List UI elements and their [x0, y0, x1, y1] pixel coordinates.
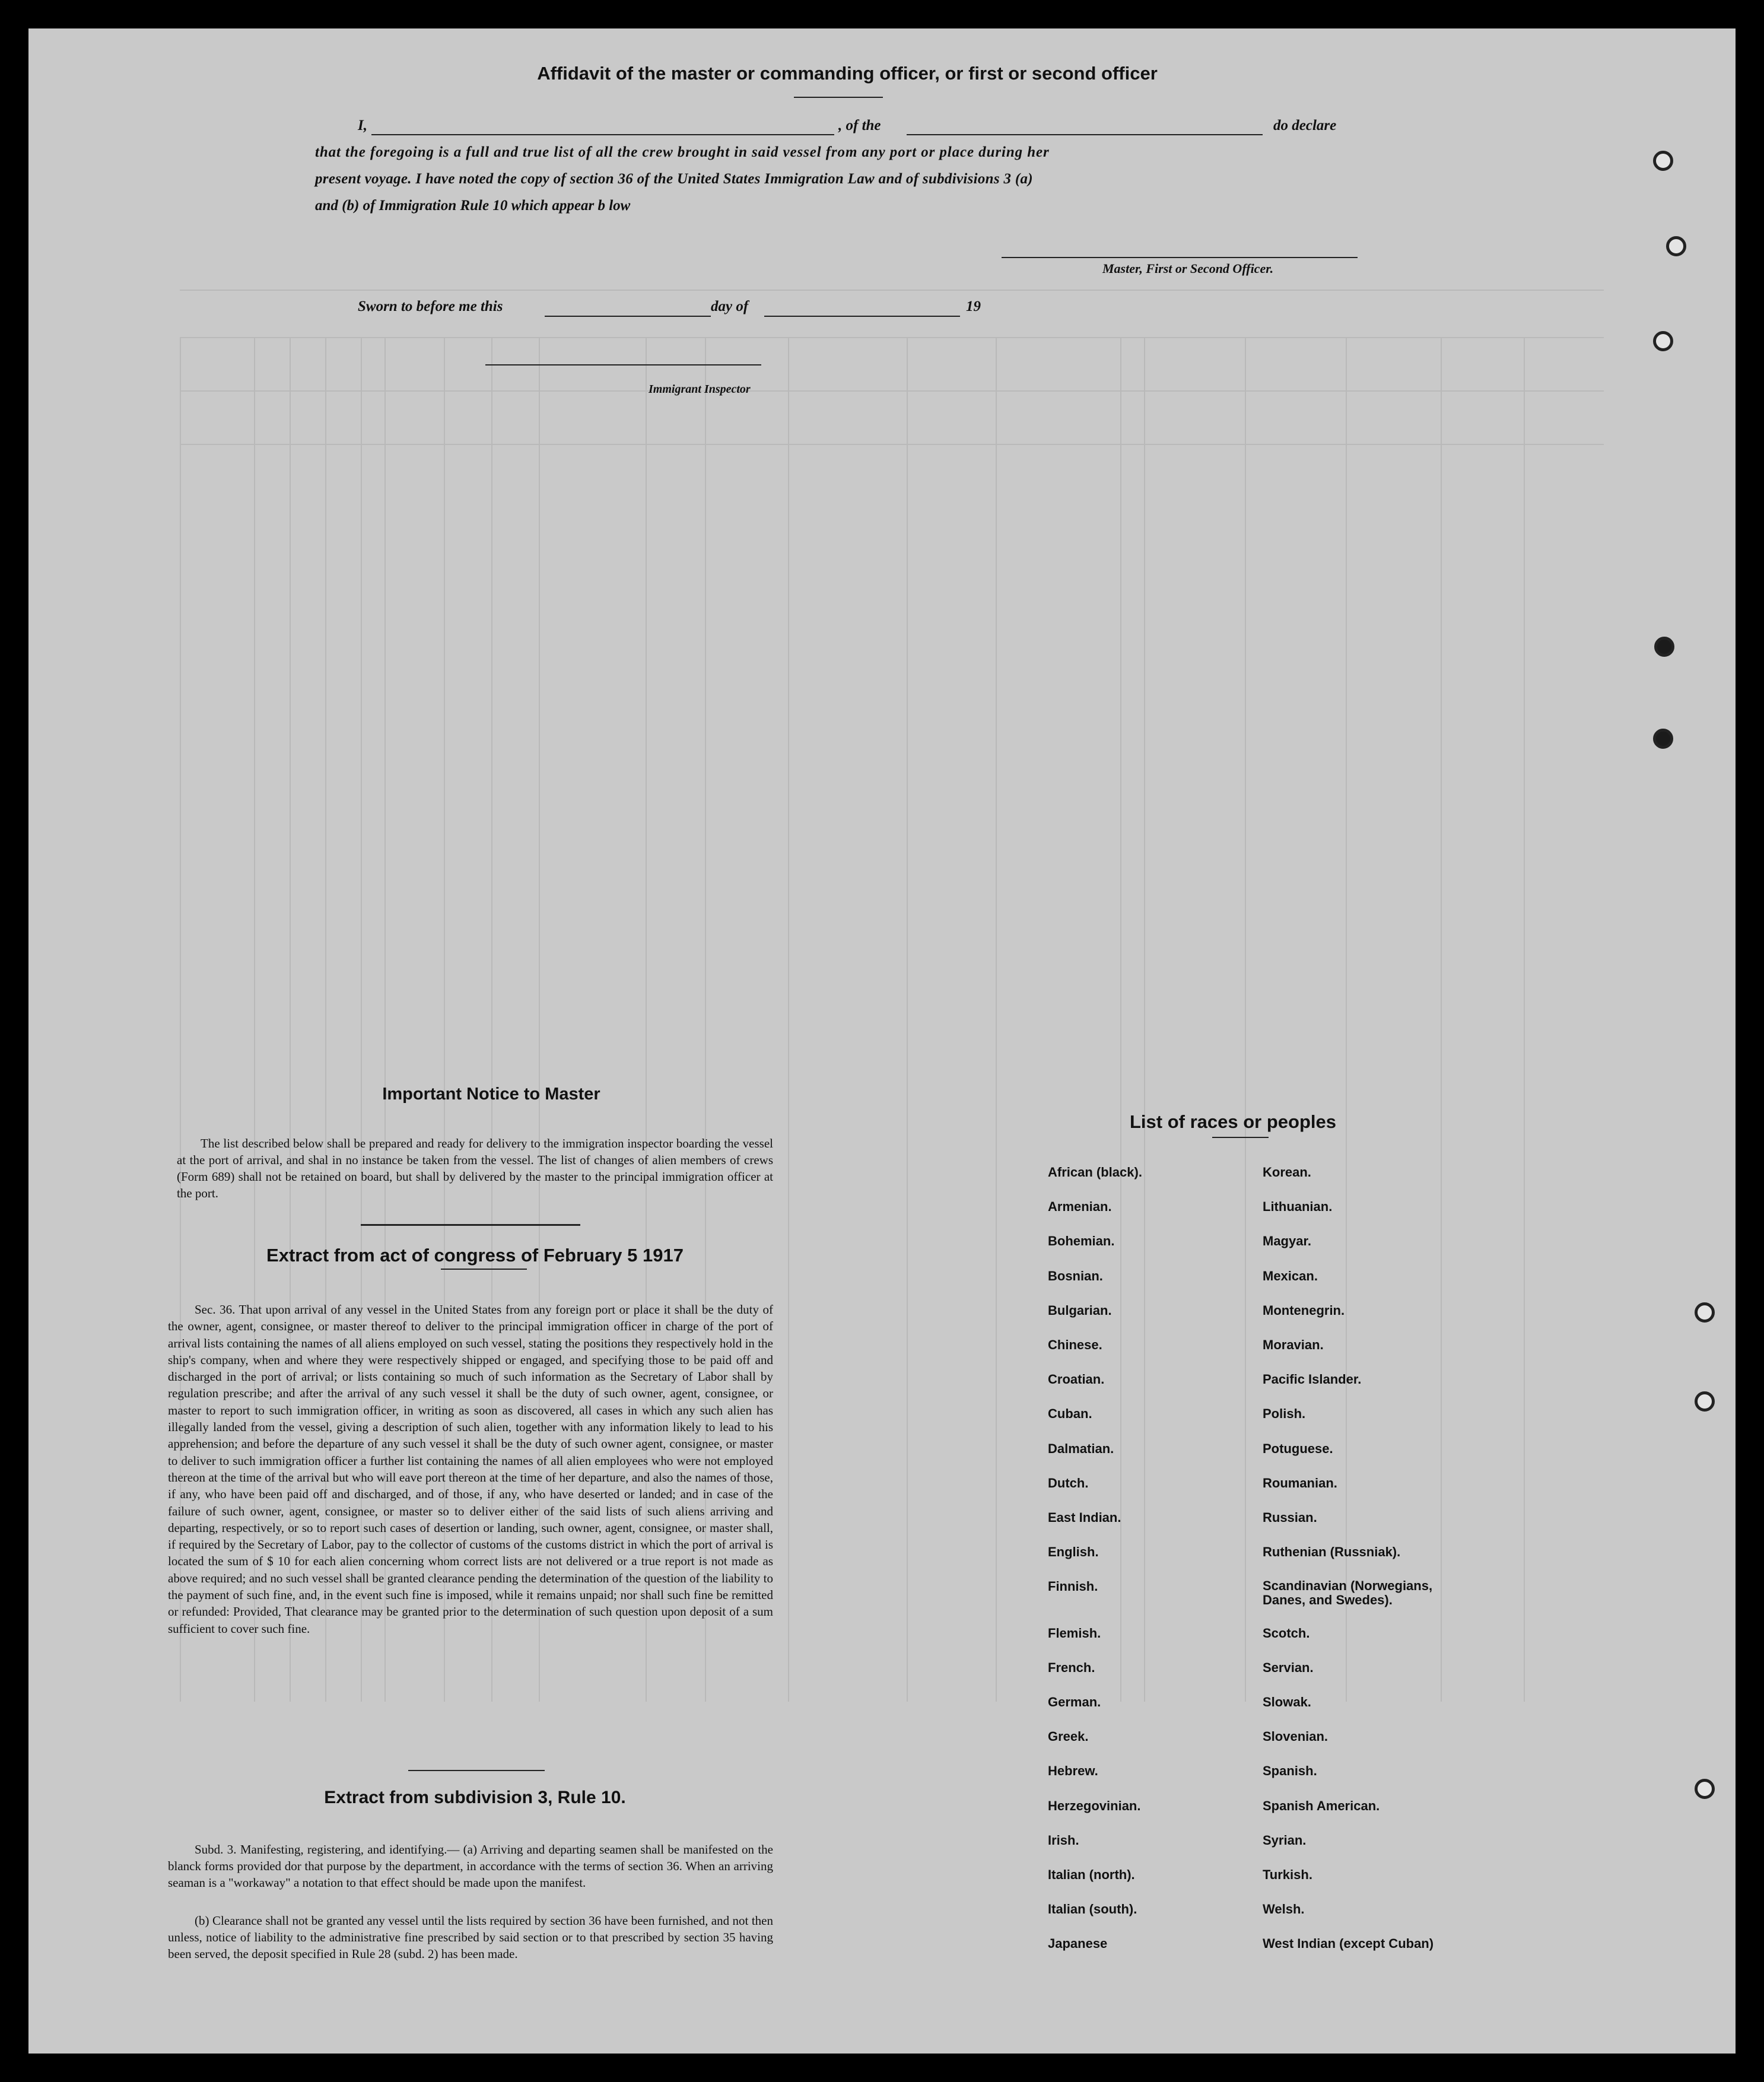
race-item: Slovenian. — [1263, 1729, 1328, 1744]
race-item: French. — [1048, 1660, 1095, 1675]
race-item: Italian (south). — [1048, 1902, 1137, 1917]
race-item: Italian (north). — [1048, 1867, 1135, 1882]
ghost-row-rule — [180, 390, 1604, 392]
binder-hole — [1653, 151, 1673, 171]
race-item: Montenegrin. — [1263, 1302, 1345, 1318]
race-item: Moravian. — [1263, 1337, 1324, 1352]
race-item: Spanish. — [1263, 1763, 1317, 1779]
race-item: Syrian. — [1263, 1832, 1307, 1848]
races-title: List of races or peoples — [1130, 1111, 1336, 1132]
race-item: African (black). — [1048, 1165, 1142, 1180]
race-item: Greek. — [1048, 1729, 1089, 1744]
race-item: Hebrew. — [1048, 1763, 1098, 1779]
rule-para-b: (b) Clearance shall not be granted any vessel until the lists required by section 36 have been furnished, and not then unless, notice of liability to the administrative fine prescribed by said section or to that prescribed by section 35 having been served, the deposit specified in Rule 28 (subd. 2) has been made. — [168, 1913, 773, 1961]
race-item: Magyar. — [1263, 1234, 1311, 1249]
notice-title: Important Notice to Master — [382, 1085, 600, 1104]
affidavit-line4: and (b) of Immigration Rule 10 which appear b low — [315, 198, 631, 214]
race-item: Servian. — [1263, 1660, 1314, 1675]
race-item: Welsh. — [1263, 1902, 1305, 1917]
title-underline — [1212, 1137, 1269, 1138]
inspector-label: Immigrant Inspector — [649, 383, 751, 396]
affidavit-title: Affidavit of the master or commanding officer, or first or second officer — [537, 63, 1158, 84]
race-item: Mexican. — [1263, 1268, 1318, 1283]
race-item: Russian. — [1263, 1510, 1317, 1525]
ghost-column-rule — [1346, 337, 1347, 1702]
divider — [408, 1770, 545, 1771]
race-item: Korean. — [1263, 1165, 1311, 1180]
race-item: Herzegovinian. — [1048, 1798, 1141, 1813]
race-item: Irish. — [1048, 1832, 1079, 1848]
ghost-column-rule — [1441, 337, 1442, 1702]
ghost-column-rule — [788, 337, 789, 1702]
year: 19 — [966, 298, 981, 314]
binder-hole — [1653, 331, 1673, 351]
day-blank[interactable] — [545, 316, 711, 317]
race-item: Cuban. — [1048, 1406, 1092, 1422]
race-item: Potuguese. — [1263, 1441, 1333, 1456]
notice-text: The list described below shall be prepared and ready for delivery to the immigration inspector boarding the vessel at the port of arrival, and shal in no instance be taken from the vessel. The list of changes of alien members of crews (Form 689) shall not be retained on board, but shall by delivered by the master to the principal immigration officer at the port. — [177, 1136, 773, 1200]
ghost-row-rule — [180, 444, 1604, 445]
race-item: Japanese — [1048, 1936, 1108, 1951]
race-item: Polish. — [1263, 1406, 1306, 1422]
rule-para-a: Subd. 3. Manifesting, registering, and identifying.— (a) Arriving and departing seamen shall be manifested on the blanck forms provided dor that purpose by the department, in accordance with the terms of section 36. When an arriving seaman is a "workaway" a notation to that effect should be made upon the manifest. — [168, 1842, 773, 1890]
title-underline — [441, 1269, 527, 1270]
binder-hole — [1695, 1391, 1715, 1412]
race-item: Dalmatian. — [1048, 1441, 1114, 1456]
race-item: Dutch. — [1048, 1475, 1089, 1490]
binder-hole — [1654, 637, 1674, 657]
race-item: Turkish. — [1263, 1867, 1312, 1882]
ghost-column-rule — [1144, 337, 1145, 1702]
race-item: Bohemian. — [1048, 1234, 1115, 1249]
ghost-column-rule — [1245, 337, 1246, 1702]
ghost-column-rule — [996, 337, 997, 1702]
manifest-back-page — [28, 28, 1736, 2054]
race-item: Pacific Islander. — [1263, 1372, 1362, 1387]
act-title: Extract from act of congress of February 5 1917 — [266, 1245, 684, 1266]
race-item: Spanish American. — [1263, 1798, 1380, 1813]
sworn-label: Sworn to before me this — [358, 298, 503, 314]
race-item: Flemish. — [1048, 1625, 1101, 1641]
ghost-column-rule — [1120, 337, 1121, 1702]
race-item: Chinese. — [1048, 1337, 1102, 1352]
inspector-signature-line[interactable] — [485, 364, 761, 365]
affidavit-line3: present voyage. I have noted the copy of section 36 of the United States Immigration Law and of subdivisions 3 (a) — [315, 171, 1033, 187]
ghost-row-rule — [180, 290, 1604, 291]
binder-hole — [1653, 729, 1673, 749]
race-item: Finnish. — [1048, 1579, 1098, 1594]
name-blank[interactable] — [371, 134, 834, 135]
ghost-row-rule — [180, 337, 1604, 338]
master-label: Master, First or Second Officer. — [1102, 261, 1274, 276]
ghost-column-rule — [1524, 337, 1525, 1702]
month-blank[interactable] — [764, 316, 960, 317]
race-item: Lithuanian. — [1263, 1199, 1333, 1215]
race-item: Croatian. — [1048, 1372, 1105, 1387]
race-item: Roumanian. — [1263, 1475, 1337, 1490]
race-item: Scandinavian (Norwegians, Danes, and Swedes). — [1263, 1578, 1433, 1608]
binder-hole — [1695, 1302, 1715, 1323]
race-item: English. — [1048, 1544, 1099, 1560]
day-of: day of — [711, 298, 749, 314]
affidavit-declare: do declare — [1273, 117, 1337, 133]
race-item: Bulgarian. — [1048, 1302, 1112, 1318]
race-item: German. — [1048, 1695, 1101, 1709]
affidavit-of-the: , of the — [838, 117, 881, 133]
binder-hole — [1695, 1779, 1715, 1799]
race-item: Armenian. — [1048, 1199, 1112, 1215]
act-text: Sec. 36. That upon arrival of any vessel in the United States from any foreign port or place it shall be the duty of the owner, agent, consignee, or master thereof to deliver to the principal immigration officer in charge of the port of arrival lists containing the names of all aliens employed on such vessel, stating the positions they respectively hold in the ship's company, when and where they were respectively shipped or engaged, and specifying those to be paid off and discharged in the port of arrival; or lists containing so much of such information as the Secretary of Labor shall by regulation prescribe; and after the arrival of any such vessel it shall be the duty of such owner, agent, consignee, or master to report to such immigration officer, in writing as soon as discovered, all cases in which any such alien has illegally landed from the vessel, giving a description of such alien, together with any information likely to lead to his apprehension; and before the departure of any such vessel it shall be the duty of such owner agent, consignee, or master to deliver to such immigration officer a further list containing the names of all alien employees who were not employed thereon at the time of the arrival but who will eave port thereon at the time of her departure, and also the names of those, if any, who have been paid off and discharged, and of those, if any, who have deserted or landed; and in case of the failure of such owner, agent, consignee, or master so to deliver either of the said lists of such aliens arriving and departing, respectively, or so to report such cases of desertion or landing, such owner, agent, consignee, or master shall, if required by the Secretary of Labor, pay to the collector of customs of the customs district in which the port of arrival is located the sum of $ 10 for each alien concerning whom correct lists are not delivered or a true report is not made as above required; and no such vessel shall be granted clearance pending the determination of the question of the liability to the payment of such fine, and, in the event such fine is imposed, while it remains unpaid; nor shall such fine be remitted or refunded: Provided, That clearance may be granted prior to the determination of such question upon deposit of a sum sufficient to cover such fine. — [168, 1302, 773, 1636]
race-item: West Indian (except Cuban) — [1263, 1936, 1434, 1951]
affidavit-line2: that the foregoing is a full and true list of all the crew brought in said vessel from any port or place during her — [315, 144, 1050, 160]
race-item: Scotch. — [1263, 1625, 1310, 1641]
vessel-blank[interactable] — [907, 134, 1263, 135]
divider — [361, 1224, 580, 1226]
race-item: Ruthenian (Russniak). — [1263, 1544, 1401, 1560]
race-item: East Indian. — [1048, 1510, 1121, 1525]
ghost-column-rule — [907, 337, 908, 1702]
race-item: Slowak. — [1263, 1695, 1311, 1709]
rule-title: Extract from subdivision 3, Rule 10. — [324, 1788, 626, 1807]
race-item: Bosnian. — [1048, 1268, 1103, 1283]
master-signature-line[interactable] — [1002, 257, 1358, 258]
binder-hole — [1666, 236, 1686, 256]
affidavit-i: I, — [358, 117, 367, 133]
divider — [794, 97, 883, 98]
